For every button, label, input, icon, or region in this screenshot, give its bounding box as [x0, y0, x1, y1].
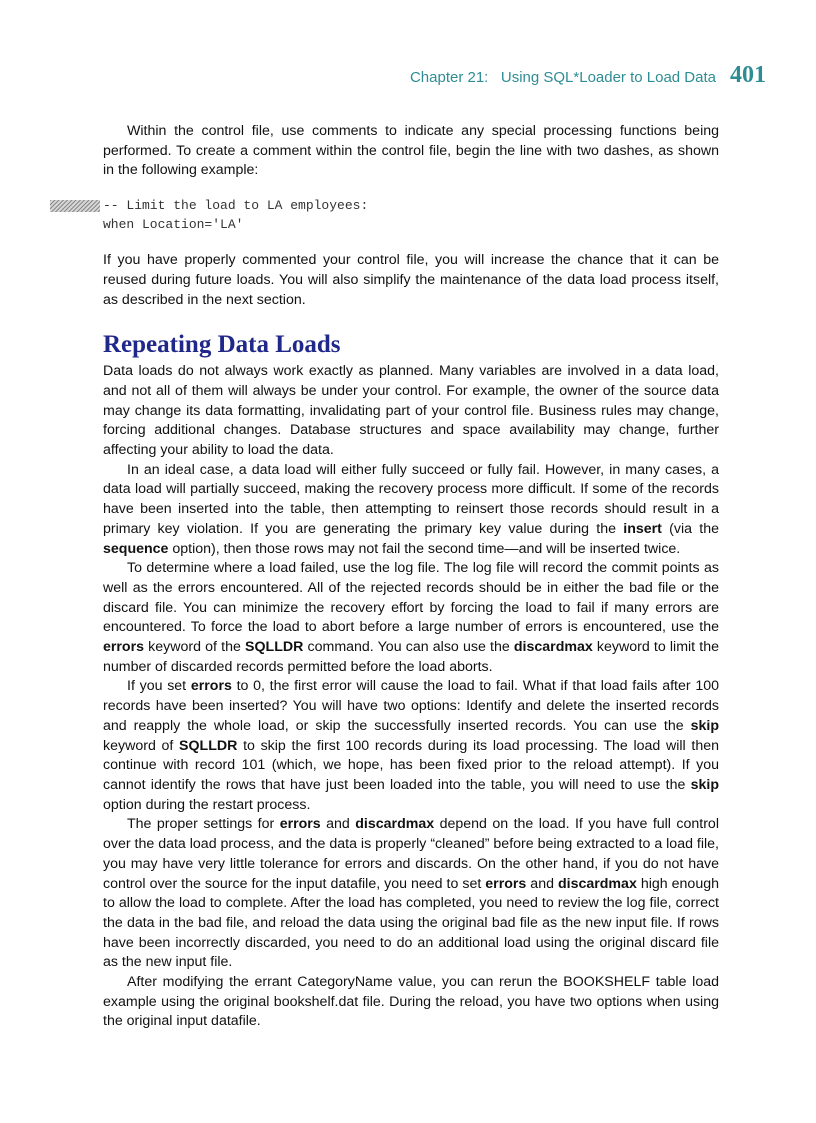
- code-line: when Location='LA': [103, 217, 244, 233]
- code-line: -- Limit the load to LA employees:: [103, 198, 369, 214]
- text-run: The proper settings for: [127, 816, 280, 833]
- chapter-title: Chapter 21: Using SQL*Loader to Load Data: [409, 69, 716, 86]
- text-run: keyword of the: [144, 639, 246, 656]
- text-run: keyword to limit the number of discarded records permitted before the load aborts.: [103, 639, 719, 675]
- keyword: discardmax: [513, 639, 593, 656]
- page-number: 401: [730, 62, 766, 88]
- text-run: In an ideal case, a data load will either fully succeed or fully fail. However, in many cases, a data load will partially succeed, making the recovery process more difficult. If some of the records have been inserted into the table, then attempting to reinsert those records should result in a primary key violation. If you are generating the primary key value during the: [103, 461, 719, 537]
- section-heading: Repeating Data Loads: [103, 331, 341, 359]
- running-head: [410, 62, 766, 89]
- paragraph: Within the control file, use comments to indicate any special processing functions being performed. To create a comment within the control file, begin the line with two dashes, as shown in the following example:: [103, 123, 719, 179]
- paragraph: [103, 677, 719, 815]
- keyword: sequence: [103, 540, 169, 557]
- keyword: skip: [690, 776, 719, 793]
- text-run: option during the restart process.: [103, 796, 311, 813]
- text-run: to skip the first 100 records during its load processing. The load will then continue with record 101 (which, we hope, has been fixed prior to the reload attempt). If you cannot identify the rows that have just been loaded into the table, you will need to use the: [103, 737, 719, 793]
- text-run: and: [526, 875, 558, 892]
- paragraph: [103, 461, 719, 560]
- text-run: high enough to allow the load to complete. After the load has completed, you need to review the log file, correct the data in the bad file, and reload the data using the original bad file as the new input file. If rows have been incorrectly discarded, you need to do an additional load using the original discard file as the new input file.: [103, 875, 719, 971]
- keyword: discardmax: [355, 816, 435, 833]
- keyword: errors: [279, 816, 321, 833]
- text-run: to 0, the first error will cause the load to fail. What if that load fails after 100 records have been inserted? You will have two options: Identify and delete the inserted records and reapply the whole load, or skip the successfully inserted records. You can use the: [103, 678, 719, 734]
- paragraph: [103, 815, 719, 973]
- keyword: SQLLDR: [179, 737, 238, 754]
- paragraph: If you have properly commented your control file, you will increase the chance that it can be reused during future loads. You will also simplify the maintenance of the data load process itself, as described in the next section.: [103, 252, 719, 308]
- keyword: errors: [190, 678, 232, 695]
- text-run: If you set: [127, 678, 191, 695]
- paragraph: After modifying the errant CategoryName value, you can rerun the BOOKSHELF table load example using the original bookshelf.dat file. During the reload, you have two options when using the original input datafile.: [103, 974, 719, 1030]
- paragraph: [103, 559, 719, 677]
- text-run: command. You can also use the: [303, 639, 514, 656]
- keyword: skip: [690, 717, 719, 734]
- paragraph: Data loads do not always work exactly as planned. Many variables are involved in a data load, and not all of them will always be under your control. For example, the owner of the source data may change its data formatting, invalidating part of your control file. Business rules may change, forcing additional changes. Database structures and space availability may change, further affecting your ability to load the data.: [103, 363, 719, 459]
- text-run: To determine where a load failed, use the log file. The log file will record the commit points as well as the errors encountered. All of the rejected records should be in either the bad file or the discard file. You can minimize the recovery effort by forcing the load to fail if many errors are encountered. To force the load to abort before a large number of errors is encountered, use the: [103, 560, 719, 636]
- text-run: and: [320, 816, 356, 833]
- code-example: [103, 196, 719, 234]
- keyword: errors: [485, 875, 527, 892]
- page-body: [103, 122, 719, 1032]
- keyword: insert: [623, 520, 662, 537]
- code-marker-icon: [50, 200, 100, 212]
- text-run: option), then those rows may not fail the second time—and will be inserted twice.: [168, 540, 681, 557]
- keyword: errors: [103, 639, 145, 656]
- text-run: keyword of: [103, 737, 180, 754]
- text-run: (via the: [661, 520, 719, 537]
- keyword: SQLLDR: [245, 639, 304, 656]
- text-run: depend on the load. If you have full control over the data load process, and the data is properly “cleaned” before being extracted to a load file, you may have very little tolerance for errors and discards. On the other hand, if you do not have control over the source for the input datafile, you need to set: [103, 816, 719, 892]
- keyword: discardmax: [557, 875, 637, 892]
